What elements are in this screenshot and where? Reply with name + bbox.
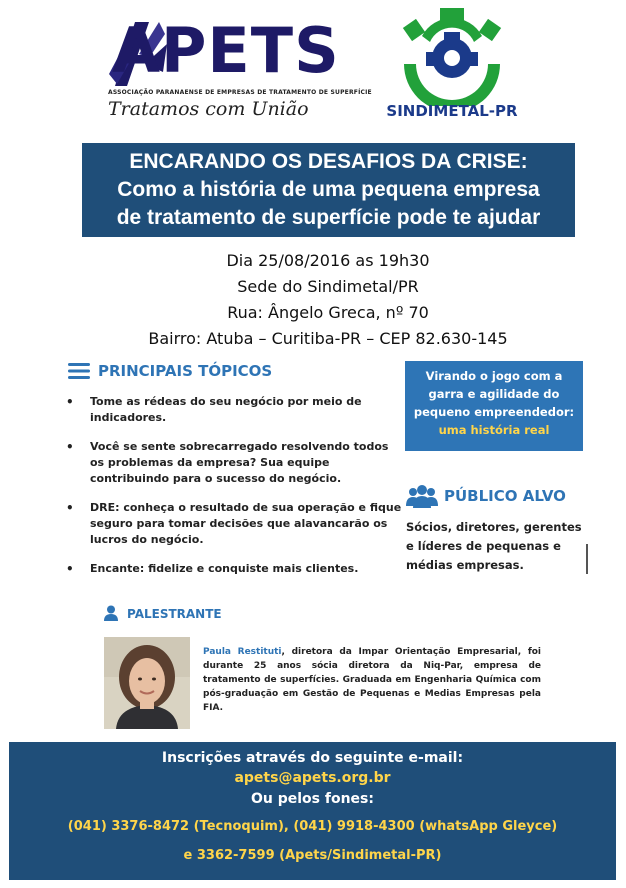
event-info bbox=[0, 248, 626, 352]
callout-box bbox=[405, 361, 583, 451]
apets-tagline: Tratamos com União bbox=[108, 98, 309, 120]
title-line-3: de tratamento de superfície pode te ajudar bbox=[116, 206, 541, 229]
sindimetal-logo bbox=[382, 6, 522, 106]
audience-text: Sócios, diretores, gerentes e líderes de pequenas e médias empresas. bbox=[406, 520, 582, 572]
footer-email-link[interactable]: apets@apets.org.br bbox=[234, 770, 391, 786]
apets-association-text: ASSOCIAÇÃO PARANAENSE DE EMPRESAS DE TRATAMENTO DE SUPERFÍCIE bbox=[108, 89, 372, 96]
speaker-name: Paula Restituti bbox=[203, 647, 282, 657]
people-icon bbox=[406, 484, 438, 508]
speaker-bio bbox=[203, 645, 541, 715]
list-item: • Você se sente sobrecarregado resolvendo todos os problemas da empresa? Sua equipe contribuindo para o sucesso do negócio. bbox=[64, 439, 404, 487]
contact-footer bbox=[9, 742, 616, 880]
list-item: • DRE: conheça o resultado de sua operação e fique seguro para tomar decisões que alavancarão os lucros do negócio. bbox=[64, 500, 404, 548]
footer-phones-line-1: (041) 3376-8472 (Tecnoquim), (041) 9918-4300 (whatsApp Gleyce) bbox=[67, 819, 558, 834]
speaker-bio-text: , diretora da Impar Orientação Empresarial, foi durante 25 anos sócia diretora da Niq-Par, empresa de tratamento de superfícies. Graduada em Engenharia Química com pós-graduação em Gestão de Pequenas e Medias Empresas pela FIA. bbox=[203, 647, 541, 713]
topics-heading: PRINCIPAIS TÓPICOS bbox=[98, 362, 273, 380]
event-district: Bairro: Atuba – Curitiba-PR – CEP 82.630-145 bbox=[148, 329, 508, 348]
speaker-photo bbox=[104, 637, 190, 729]
callout-highlight: uma história real bbox=[438, 423, 550, 437]
list-icon bbox=[68, 362, 90, 380]
event-street: Rua: Ângelo Greca, nº 70 bbox=[227, 303, 429, 322]
apets-wordmark: APETS bbox=[112, 14, 340, 87]
speaker-heading: PALESTRANTE bbox=[127, 607, 222, 621]
person-icon bbox=[104, 605, 118, 621]
event-title-box bbox=[82, 143, 575, 237]
title-line-2: Como a história de uma pequena empresa bbox=[117, 178, 540, 201]
callout-text: Virando o jogo com a garra e agilidade do pequeno empreendedor: bbox=[413, 369, 575, 419]
event-venue: Sede do Sindimetal/PR bbox=[237, 277, 419, 296]
footer-phones-line-2: e 3362-7599 (Apets/Sindimetal-PR) bbox=[183, 848, 442, 863]
title-line-1: ENCARANDO OS DESAFIOS DA CRISE: bbox=[129, 150, 528, 173]
divider bbox=[586, 544, 588, 574]
footer-registration-text: Inscrições através do seguinte e-mail: bbox=[161, 750, 464, 766]
topics-list bbox=[64, 394, 404, 590]
list-item: • Encante: fidelize e conquiste mais clientes. bbox=[64, 561, 404, 577]
event-date: Dia 25/08/2016 as 19h30 bbox=[226, 251, 430, 270]
audience-heading: PÚBLICO ALVO bbox=[444, 487, 566, 505]
footer-phones-label: Ou pelos fones: bbox=[251, 791, 374, 807]
list-item: • Tome as rédeas do seu negócio por meio de indicadores. bbox=[64, 394, 404, 426]
sindimetal-name: SINDIMETAL-PR bbox=[386, 102, 518, 120]
